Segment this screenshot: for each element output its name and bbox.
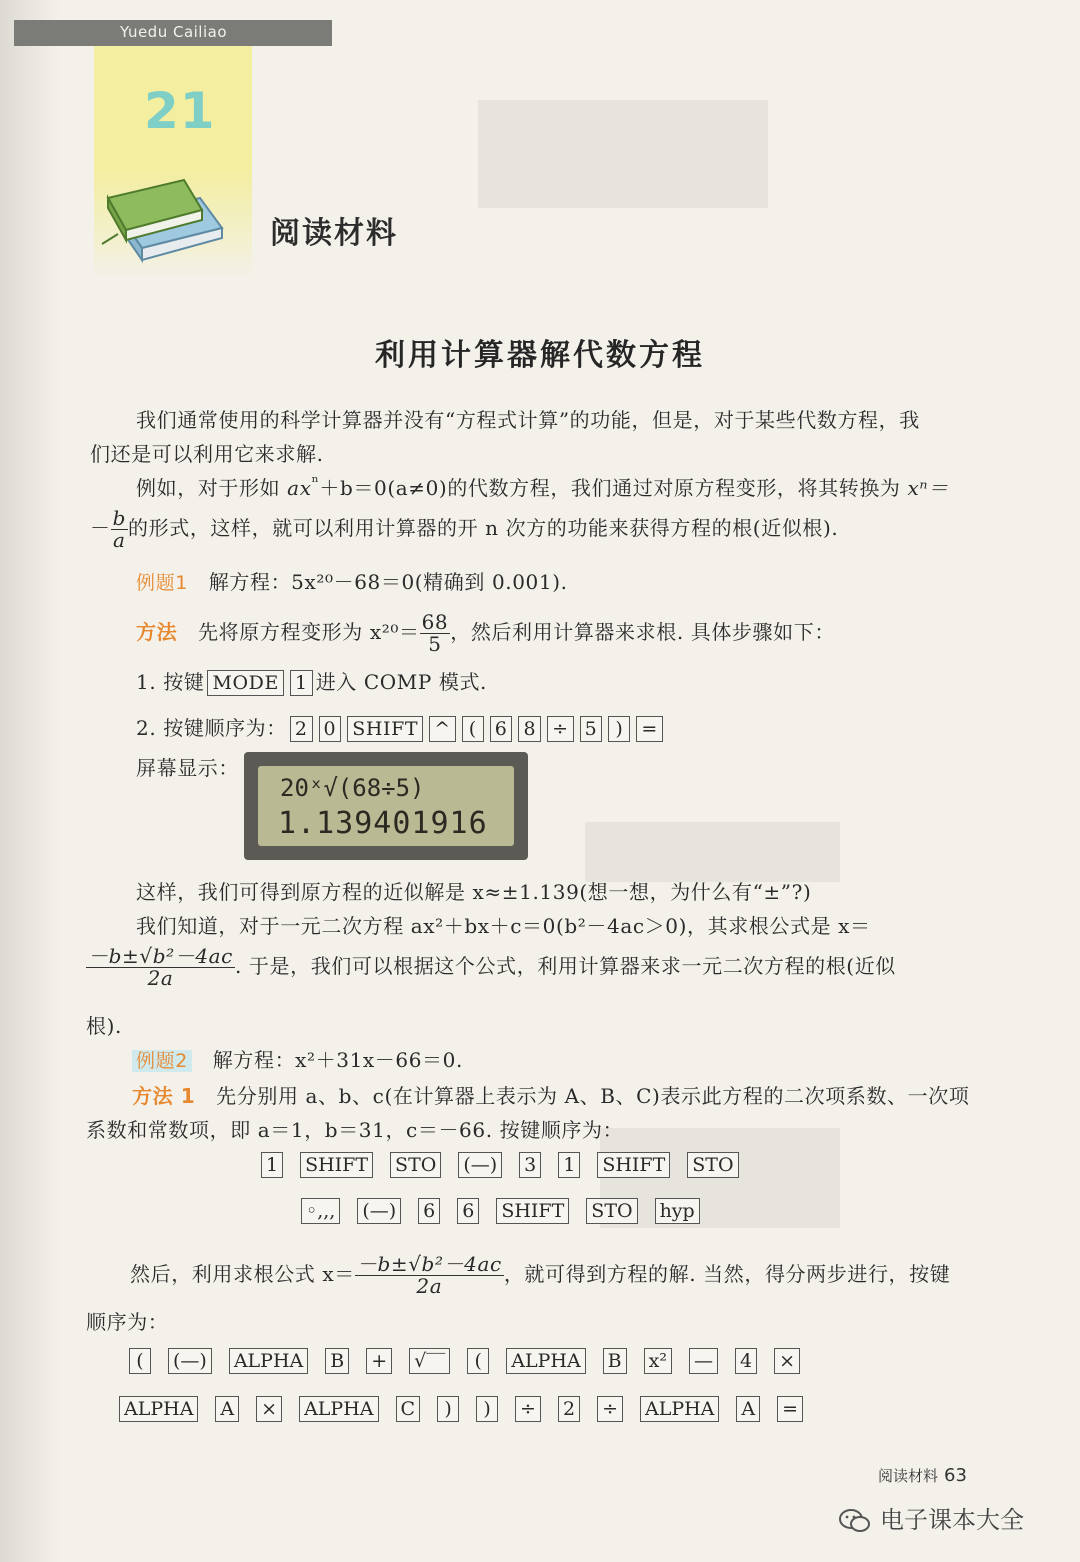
calc-key: 3 — [519, 1152, 541, 1178]
key-sequence-row2 — [298, 1198, 714, 1224]
para2-text: ＋b＝0(a≠0)的代数方程，我们通过对原方程变形，将其转换为 — [319, 476, 908, 500]
minus-sign: － — [90, 516, 111, 540]
calc-key: ◦,,, — [301, 1198, 340, 1224]
para4-line3: 根). — [86, 1014, 122, 1038]
calc-key: x² — [644, 1348, 672, 1374]
calc-key: 2 — [290, 716, 313, 742]
calc-key: 0 — [319, 716, 342, 742]
para2-line2 — [90, 508, 838, 551]
calc-key: A — [736, 1396, 760, 1422]
footer-label: 阅读材料 — [878, 1467, 939, 1485]
key-1: 1 — [290, 670, 313, 696]
calc-key: + — [366, 1348, 392, 1374]
para5-text: ，就可得到方程的解. 当然，得分两步进行，按键 — [503, 1262, 951, 1286]
calc-key: ALPHA — [119, 1396, 198, 1422]
calc-key: ) — [608, 716, 630, 742]
wechat-icon — [838, 1508, 872, 1534]
calc-key: hyp — [655, 1198, 700, 1224]
calc-key: ALPHA — [229, 1348, 308, 1374]
watermark-text: 电子课本大全 — [880, 1506, 1024, 1534]
calc-key: √‾‾ — [409, 1348, 450, 1374]
calc-key: SHIFT — [347, 716, 423, 742]
fraction-denominator: a — [113, 528, 126, 552]
calc-key: (—) — [168, 1348, 212, 1374]
calc-key: ( — [129, 1348, 151, 1374]
calc-key: SHIFT — [300, 1152, 373, 1178]
page-footer — [878, 1465, 967, 1486]
example1-label: 例题1 — [136, 572, 188, 594]
calc-key: STO — [586, 1198, 637, 1224]
para4-line1: 我们知道，对于一元二次方程 ax²＋bx＋c＝0(b²－4ac＞0)，其求根公式是 x＝ — [136, 914, 871, 938]
key-sequence-row3 — [126, 1348, 814, 1374]
fraction-denominator: 2a — [416, 1274, 443, 1298]
para5-text: 然后，利用求根公式 x＝ — [130, 1262, 355, 1286]
calc-key: ÷ — [547, 716, 574, 742]
calc-key: 5 — [580, 716, 603, 742]
calc-key: 8 — [518, 716, 541, 742]
calc-key: = — [777, 1396, 803, 1422]
header-band-text: Yuedu Cailiao — [120, 23, 228, 41]
key-sequence-row1 — [258, 1152, 753, 1178]
method1-text: 先将原方程变形为 x²⁰＝ — [198, 620, 420, 644]
screen-label: 屏幕显示： — [136, 756, 239, 780]
method2-line1 — [132, 1080, 969, 1109]
calc-key: × — [256, 1396, 282, 1422]
books-icon — [98, 176, 228, 276]
calc-key: 1 — [261, 1152, 283, 1178]
calc-key: B — [325, 1348, 349, 1374]
calc-key: A — [215, 1396, 239, 1422]
para5-line2: 顺序为： — [86, 1310, 169, 1334]
para2-var: xⁿ＝ — [907, 476, 949, 500]
section-title: 阅读材料 — [270, 216, 398, 251]
calc-key: ALPHA — [640, 1396, 719, 1422]
calc-key: ÷ — [515, 1396, 541, 1422]
calc-key: SHIFT — [496, 1198, 569, 1224]
example1 — [136, 566, 568, 595]
method2-text: 先分别用 a、b、c(在计算器上表示为 A、B、C)表示此方程的二次项系数、一次项 — [216, 1084, 970, 1108]
para2-exp: ⁿ — [311, 472, 320, 492]
calc-key: 2 — [558, 1396, 580, 1422]
fraction — [111, 508, 128, 551]
para2-var: ax — [287, 476, 312, 500]
calc-key: = — [636, 716, 663, 742]
method1-text: ，然后利用计算器来求根. 具体步骤如下： — [450, 620, 835, 644]
calc-key: ) — [437, 1396, 459, 1422]
para2-text: 的形式，这样，就可以利用计算器的开 n 次方的功能来获得方程的根(近似根). — [128, 516, 839, 540]
example2-text: 解方程：x²＋31x－66＝0. — [212, 1048, 463, 1072]
para3: 这样，我们可得到原方程的近似解是 x≈±1.139(想一想，为什么有“±”?) — [136, 880, 812, 904]
page-spine-shadow — [0, 0, 60, 1562]
method1 — [136, 612, 835, 655]
display-line1: 20ˣ√(68÷5) — [280, 774, 425, 802]
calc-key: SHIFT — [597, 1152, 670, 1178]
method2-label: 方法 1 — [132, 1084, 196, 1108]
method2-line2: 系数和常数项，即 a＝1，b＝31，c＝－66. 按键顺序为： — [86, 1118, 624, 1142]
key-mode: MODE — [207, 670, 284, 696]
fraction-numerator: 68 — [421, 610, 449, 634]
fraction-numerator: b — [112, 506, 127, 530]
para4-line2 — [86, 946, 896, 989]
para2-text: 例如，对于形如 — [136, 476, 288, 500]
calc-key: STO — [390, 1152, 441, 1178]
calc-key: STO — [687, 1152, 738, 1178]
calc-key: 6 — [418, 1198, 440, 1224]
calc-key: 1 — [558, 1152, 580, 1178]
watermark — [838, 1500, 1024, 1535]
calc-key: ALPHA — [299, 1396, 378, 1422]
fraction — [420, 612, 451, 655]
calc-key: 6 — [457, 1198, 479, 1224]
calc-key: (—) — [458, 1152, 502, 1178]
page-title: 利用计算器解代数方程 — [375, 338, 705, 373]
step1-prefix: 1. 按键 — [136, 670, 205, 694]
calc-key: (—) — [357, 1198, 401, 1224]
header-band — [14, 20, 332, 46]
example1-text: 解方程：5x²⁰－68＝0(精确到 0.001). — [208, 570, 568, 594]
calc-key: ^ — [429, 716, 456, 742]
fraction — [355, 1254, 504, 1297]
para1-line2: 们还是可以利用它来求解. — [90, 442, 324, 466]
calc-key: ) — [476, 1396, 498, 1422]
page-number: 63 — [944, 1465, 967, 1486]
step1 — [136, 666, 487, 696]
calc-key: 4 — [735, 1348, 757, 1374]
calculator-display — [258, 766, 514, 846]
example2 — [132, 1044, 463, 1073]
method1-label: 方法 — [136, 620, 178, 644]
example2-label: 例题2 — [132, 1050, 192, 1072]
calc-key: × — [774, 1348, 800, 1374]
step2-prefix: 2. 按键顺序为： — [136, 716, 287, 740]
fraction-denominator: 5 — [428, 632, 442, 656]
show-through-image — [585, 822, 840, 882]
calc-key: 6 — [490, 716, 513, 742]
calc-key: ALPHA — [506, 1348, 585, 1374]
step1-suffix: 进入 COMP 模式. — [315, 670, 488, 694]
calc-key: B — [603, 1348, 627, 1374]
para2-line1 — [136, 472, 949, 501]
key-sequence-row4 — [116, 1396, 817, 1422]
calc-key: ( — [462, 716, 484, 742]
fraction-numerator: －b±√b²－4ac — [356, 1252, 502, 1276]
calc-key: C — [396, 1396, 421, 1422]
fraction-denominator: 2a — [147, 966, 174, 990]
step2 — [136, 712, 666, 742]
fraction — [86, 946, 235, 989]
calculator-screen-photo — [244, 752, 528, 860]
calc-key: — — [689, 1348, 718, 1374]
show-through-image — [478, 100, 768, 208]
chapter-number: 21 — [144, 82, 216, 140]
para5-line1 — [130, 1254, 950, 1297]
para1-line1: 我们通常使用的科学计算器并没有“方程式计算”的功能，但是，对于某些代数方程，我 — [136, 408, 920, 432]
calc-key: ( — [467, 1348, 489, 1374]
calc-key: ÷ — [597, 1396, 623, 1422]
fraction-numerator: －b±√b²－4ac — [88, 944, 233, 968]
display-line2: 1.139401916 — [278, 806, 488, 841]
para4-text: . 于是，我们可以根据这个公式，利用计算器来求一元二次方程的根(近似 — [234, 954, 896, 978]
